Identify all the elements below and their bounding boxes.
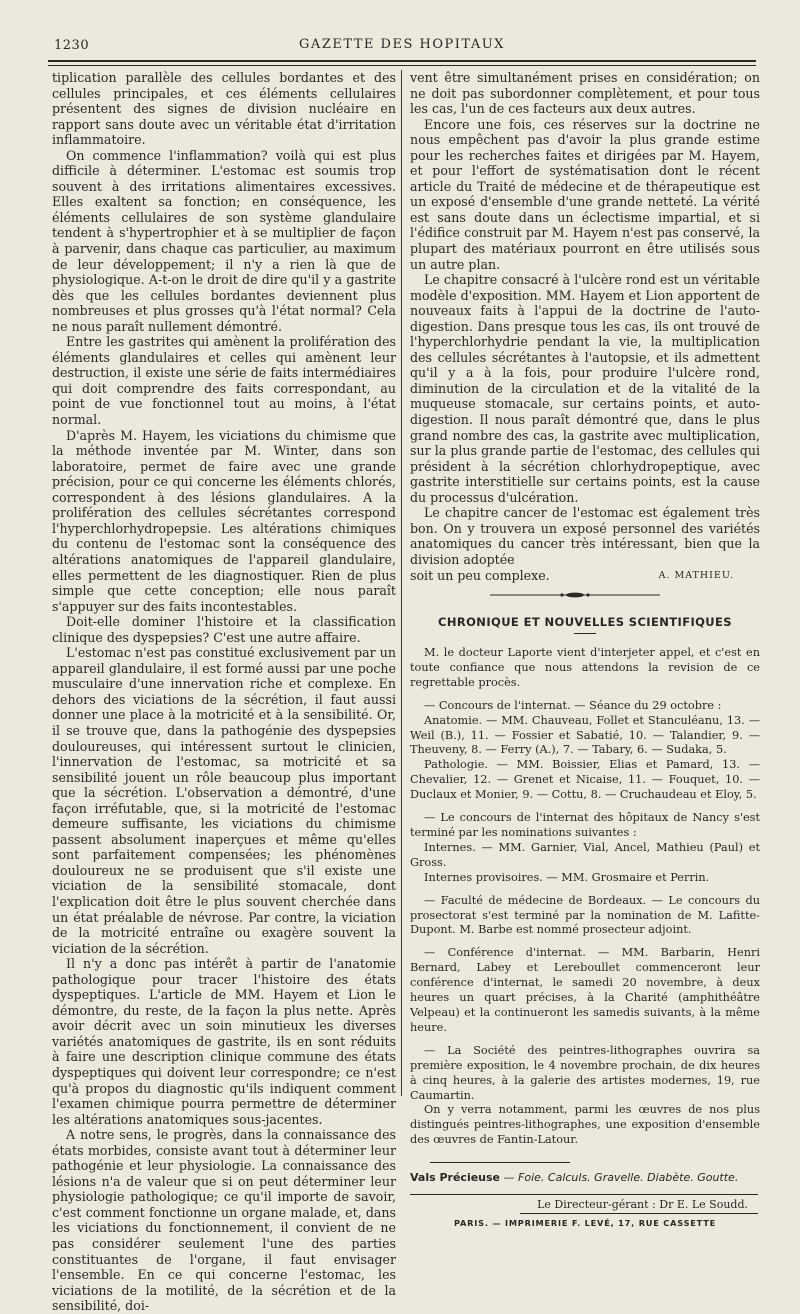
footer-rule-short [520, 1213, 758, 1214]
journal-title: GAZETTE DES HOPITAUX [299, 37, 505, 52]
advertisement [410, 1171, 760, 1184]
chronique-body [410, 646, 760, 1148]
page-header [48, 34, 756, 56]
author-signature: A. MATHIEU. [658, 569, 734, 581]
left-paragraph: L'estomac n'est pas constitué exclusivement par un appareil glandulaire, il est formé aussi par une poche musculaire d'une innervation riche et complexe. En dehors des viciations de la sécrétion, il faut aussi donner une place à la motricité et à la sensibilité. Or, il se trouve que, dans la pathogénie des dyspepsies douloureuses, qui intéressent surtout le clinicien, l'innervation de l'estomac, sa motricité et sa sensibilité jouent un rôle beaucoup plus important que la sécrétion. L'observation a démontré, d'une façon irréfutable, que, si la motricité de l'estomac demeure suffisante, les viciations du chimisme passent absolument inaperçues et même qu'elles sont parfaitement compensées; les phénomènes douloureux ne se produisent que s'il existe une viciation de la sensibilité stomacale, dont l'explication doit être le plus souvent cherchée dans un état préalable de névrose. Par contre, la viciation de la motricité entraîne ou exagère souvent la viciation de la sécrétion. [52, 645, 396, 956]
left-paragraph: tiplication parallèle des cellules bordantes et des cellules principales, et ces éléments cellulaires présentent des signes de division nucléaire en rapport sans doute avec un véritable état d'irritation inflammatoire. [52, 70, 396, 148]
ad-rule [430, 1162, 570, 1163]
news-item: — Concours de l'internat. — Séance du 29 octobre : [424, 698, 722, 712]
footer-rule [410, 1194, 758, 1195]
left-paragraph: Il n'y a donc pas intérêt à partir de l'anatomie pathologique pour tracer l'histoire des états dyspeptiques. L'article de MM. Hayem et Lion le démontre, du reste, de la façon la plus nette. Après avoir décrit avec un soin minutieux les diverses variétés anatomiques de gastrite, ils en sont réduits à faire une description clinique commune des états dyspeptiques qui doivent leur correspondre; ce n'est qu'à propos du diagnostic qu'ils indiquent comment l'examen chimique pourra permettre de déterminer les altérations anatomiques sous-jacentes. [52, 956, 396, 1127]
article-continuation [410, 70, 760, 583]
directeur-gerant: Le Directeur-gérant : Dr E. Le Soudd. [537, 1198, 748, 1212]
chronique-heading: CHRONIQUE ET NOUVELLES SCIENTIFIQUES [438, 615, 732, 630]
heading-dash [574, 633, 596, 634]
signature-line [410, 568, 760, 584]
news-item: Pathologie. — MM. Boissier, Elias et Pamard, 13. — Chevalier, 12. — Grenet et Nicaise, 11. — Fouquet, 10. — Duclaux et Monier, 9. — Cottu, 8. — Cruchaudeau et Eloy, 5. [410, 758, 760, 802]
news-item: Internes. — MM. Garnier, Vial, Ancel, Mathieu (Paul) et Gross. [410, 840, 760, 869]
header-rule-thick [48, 60, 756, 62]
header-rule-thin [48, 65, 756, 66]
left-paragraph: A notre sens, le progrès, dans la connaissance des états morbides, consiste avant tout à déterminer leur pathogénie et leur physiologie. La connaissance des lésions n'a de valeur que si on peut déterminer leur physiologie pathologique; ce qu'il importe de savoir, c'est comment fonctionne un organe malade, et, dans les viciations du fonctionnement, il convient de ne pas considérer seulement l'une des parties constituantes de l'organe, il faut envisager l'ensemble. En ce qui concerne l'estomac, les viciations de la motilité, de la sécrétion et de la sensibilité, doi- [52, 1127, 396, 1314]
printer-line: PARIS. — IMPRIMERIE F. LEVÉ, 17, RUE CASSETTE [453, 1218, 717, 1229]
right-paragraph: Encore une fois, ces réserves sur la doctrine ne nous empêchent pas d'avoir la plus grande estime pour les recherches faites et dirigées par M. Hayem, et pour l'effort de systématisation dont le récent article du Traité de médecine et de thérapeutique est un exposé d'ensemble d'une grande netteté. La vérité est sans doute dans un éclectisme impartial, et si l'édifice construit par M. Hayem n'est pas conservé, la plupart des matériaux pourront en être utilisés sous un autre plan. [410, 116, 760, 272]
section-ornament [490, 591, 660, 599]
left-paragraph: D'après M. Hayem, les viciations du chimisme que la méthode inventée par M. Winter, dans son laboratoire, permet de faire avec une grande précision, pour ce qui concerne les éléments chlorés, correspondent à des lésions glandulaires. A la prolifération des cellules sécrétantes correspond l'hyperchlorhydropepsie. Les altérations chimiques du contenu de l'estomac sont la conséquence des altérations anatomiques de l'appareil glandulaire, elles permettent de les diagnostiquer. Rien de plus simple que cette conception; elle nous paraît s'appuyer sur des faits incontestables. [52, 427, 396, 614]
news-item: On y verra notamment, parmi les œuvres de nos plus distingués peintres-lithographes, une exposition d'ensemble des œuvres de Fantin-Latour. [410, 1103, 760, 1147]
right-paragraph: vent être simultanément prises en considération; on ne doit pas subordonner complètement, et pour tous les cas, l'un de ces facteurs aux deux autres. [410, 70, 760, 117]
left-paragraph: On commence l'inflammation? voilà qui est plus difficile à déterminer. L'estomac est soumis trop souvent à des irritations alimentaires excessives. Elles exaltent sa fonction; en conséquence, les éléments cellulaires de son système glandulaire tendent à s'hypertrophier et à se multiplier de façon à parvenir, dans chaque cas particulier, au maximum de leur développement; il n'y a rien là que de physiologique. A-t-on le droit de dire qu'il y a gastrite dès que les cellules bordantes deviennent plus nombreuses et plus grosses qu'à l'état normal? Cela ne nous paraît nullement démontré. [52, 147, 396, 334]
right-paragraph: Le chapitre cancer de l'estomac est également très bon. On y trouvera un exposé personnel des variétés anatomiques du cancer très intéressant, bien que la division adoptée [410, 505, 760, 567]
news-item: M. le docteur Laporte vient d'interjeter appel, et c'est en toute confiance que nous attendons la revision de ce regrettable procès. [410, 646, 760, 689]
page-number: 1230 [54, 38, 90, 53]
left-column [52, 70, 396, 1314]
news-item: — Le concours de l'internat des hôpitaux de Nancy s'est terminé par les nominations suivantes : [410, 811, 760, 840]
closing-text: soit un peu complexe. [410, 567, 550, 583]
column-separator [401, 70, 402, 1096]
news-item: Internes provisoires. — MM. Grosmaire et Perrin. [424, 870, 710, 884]
news-item: — Conférence d'internat. — MM. Barbarin, Henri Bernard, Labey et Lereboullet commenceront leur conférence d'internat, le samedi 20 novembre, à deux heures un quart précises, à la Charité (amphithéâtre Velpeau) et la continueront les samedis suivants, à la même heure. [410, 946, 760, 1034]
news-item: — Faculté de médecine de Bordeaux. — Le concours du prosectorat s'est terminé par la nomination de M. Lafitte-Dupont. M. Barbe est nommé prosecteur adjoint. [410, 893, 760, 937]
ad-label: Vals Précieuse [410, 1171, 501, 1185]
left-paragraph: Entre les gastrites qui amènent la prolifération des éléments glandulaires et celles qui amènent leur destruction, il existe une série de faits intermédiaires qui doit comprendre des faits correspondant, au point de vue fonctionnel tout au moins, à l'état normal. [52, 334, 396, 428]
news-item: — La Société des peintres-lithographes ouvrira sa première exposition, le 4 novembre prochain, de dix heures à cinq heures, à la galerie des artistes modernes, 19, rue Caumartin. [410, 1043, 760, 1102]
news-item: Anatomie. — MM. Chauveau, Follet et Stanculéanu, 13. — Weil (B.), 11. — Fossier et Sabatié, 10. — Talandier, 9. — Theuveny, 8. — Ferry (A.), 7. — Tabary, 6. — Sudaka, 5. [410, 713, 760, 757]
right-paragraph: Le chapitre consacré à l'ulcère rond est un véritable modèle d'exposition. MM. Hayem et Lion apportent de nouveaux faits à l'appui de la doctrine de l'auto-digestion. Dans presque tous les cas, ils ont trouvé de l'hyperchlorhydrie pendant la vie, la multiplication des cellules sécrétantes à l'autopsie, et ils admettent qu'il y a à la fois, pour produire l'ulcère rond, diminution de la circulation et de la vitalité de la muqueuse stomacale, sur certains points, et auto-digestion. Il nous paraît démontré que, dans le plus grand nombre des cas, la gastrite avec multiplication, sur la plus grande partie de l'estomac, des cellules qui président à la sécrétion chlorhydropeptique, avec gastrite interstitielle sur certains points, est la cause du processus d'ulcération. [410, 272, 760, 505]
right-column [410, 70, 760, 1228]
ad-text: — Foie. Calculs. Gravelle. Diabète. Goutte. [503, 1171, 739, 1185]
left-paragraph: Doit-elle dominer l'histoire et la classification clinique des dyspepsies? C'est une autre affaire. [52, 614, 396, 645]
